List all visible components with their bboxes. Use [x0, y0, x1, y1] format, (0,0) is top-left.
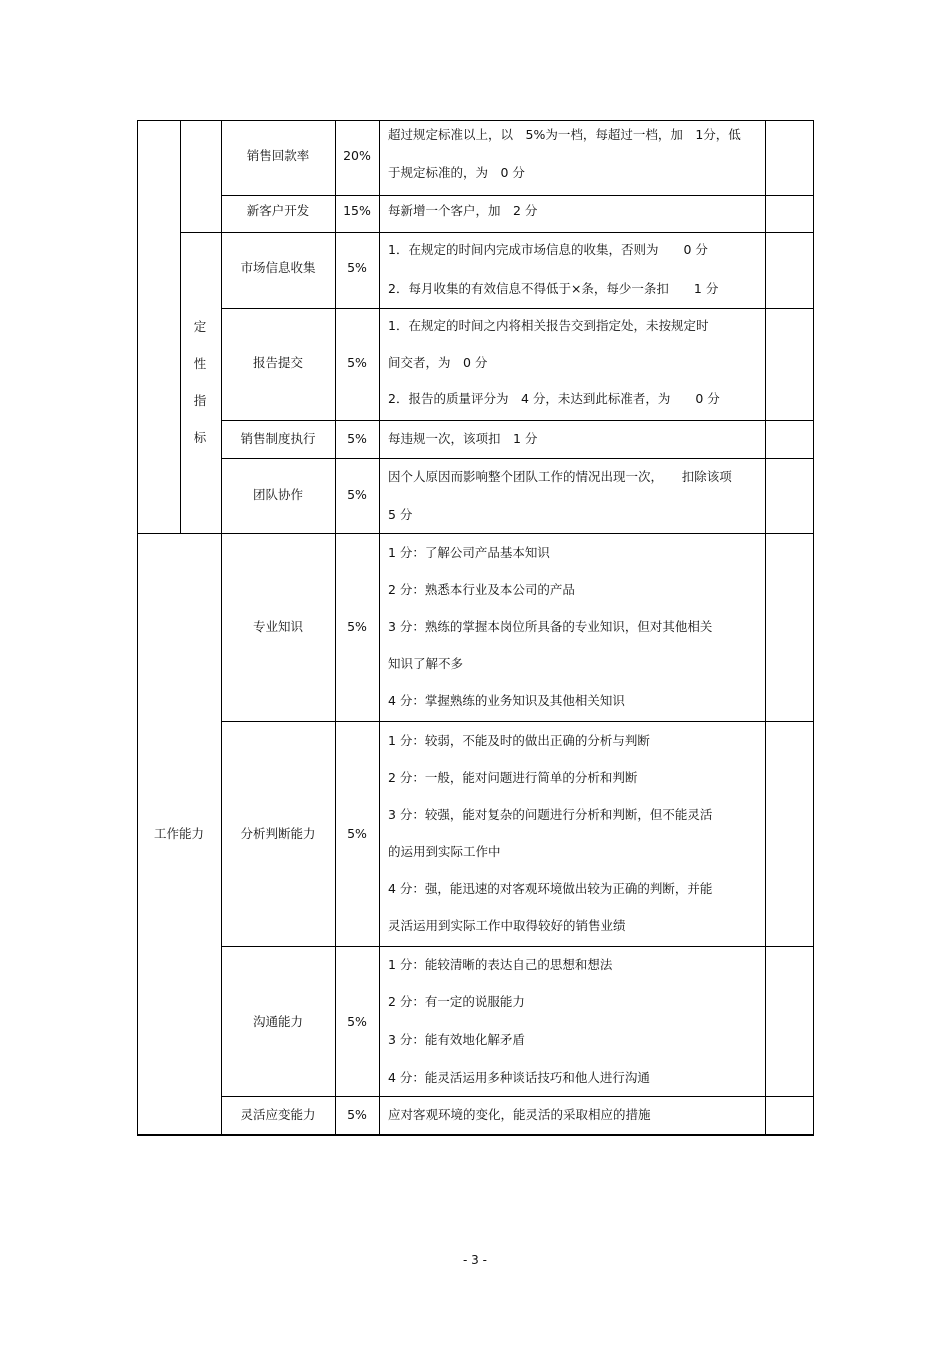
criteria-line: 每新增一个客户，加 2 分 — [388, 203, 538, 218]
criteria-line: 每违规一次，该项扣 1 分 — [388, 431, 538, 446]
criteria-line: 1 分：较弱，不能及时的做出正确的分析与判断 — [388, 733, 650, 748]
criteria-line: 1．在规定的时间之内将相关报告交到指定处，未按规定时 — [388, 318, 709, 333]
item-weight: 5% — [347, 1014, 367, 1029]
row-line — [221, 195, 813, 196]
criteria-line: 灵活运用到实际工作中取得较好的销售业绩 — [388, 918, 626, 933]
criteria-line: 3 分：能有效地化解矛盾 — [388, 1032, 525, 1047]
criteria-line: 于规定标准的，为 0 分 — [388, 165, 525, 180]
criteria-line: 2 分：一般，能对问题进行简单的分析和判断 — [388, 770, 638, 785]
criteria-line: 2．报告的质量评分为 4 分，未达到此标准者，为 0 分 — [388, 391, 720, 406]
item-weight: 5% — [347, 431, 367, 446]
item-weight: 5% — [347, 619, 367, 634]
row-line — [180, 232, 813, 233]
item-weight: 5% — [347, 260, 367, 275]
table-right-border — [813, 120, 814, 1136]
row-line — [221, 721, 813, 722]
criteria-line: 4 分：能灵活运用多种谈话技巧和他人进行沟通 — [388, 1070, 650, 1085]
item-name: 销售制度执行 — [240, 431, 316, 446]
row-line — [221, 458, 813, 459]
item-name: 市场信息收集 — [240, 260, 316, 275]
criteria-line: 1．在规定的时间内完成市场信息的收集，否则为 0 分 — [388, 242, 708, 257]
criteria-line: 2 分：熟悉本行业及本公司的产品 — [388, 582, 575, 597]
item-name: 销售回款率 — [246, 148, 310, 163]
criteria-line: 1 分：了解公司产品基本知识 — [388, 545, 550, 560]
criteria-line: 超过规定标准以上，以 5%为一档，每超过一档，加 1分，低 — [388, 127, 741, 142]
item-weight: 5% — [347, 487, 367, 502]
item-name: 沟通能力 — [252, 1014, 303, 1029]
row-line — [221, 1096, 813, 1097]
criteria-line: 3 分：熟练的掌握本岗位所具备的专业知识，但对其他相关 — [388, 619, 713, 634]
criteria-line: 因个人原因而影响整个团队工作的情况出现一次， 扣除该项 — [388, 469, 732, 484]
table-top-border — [137, 120, 814, 121]
criteria-line: 知识了解不多 — [388, 656, 464, 671]
col-line-score — [765, 120, 766, 1136]
item-weight: 15% — [343, 203, 371, 218]
criteria-line: 间交者，为 0 分 — [388, 355, 488, 370]
item-name: 报告提交 — [252, 355, 303, 370]
col-line-group — [180, 120, 181, 533]
item-weight: 5% — [347, 826, 367, 841]
page-number: - 3 - — [463, 1253, 487, 1267]
row-line — [221, 308, 813, 309]
table-left-border — [137, 120, 138, 1136]
item-name: 新客户开发 — [246, 203, 310, 218]
col-line-criteria — [379, 120, 380, 1136]
item-name: 分析判断能力 — [240, 826, 316, 841]
item-weight: 5% — [347, 355, 367, 370]
item-weight: 5% — [347, 1107, 367, 1122]
criteria-line: 5 分 — [388, 507, 413, 522]
criteria-line: 3 分：较强，能对复杂的问题进行分析和判断，但不能灵活 — [388, 807, 713, 822]
criteria-line: 应对客观环境的变化，能灵活的采取相应的措施 — [388, 1107, 651, 1122]
criteria-line: 的运用到实际工作中 — [388, 844, 501, 859]
group-label-qualitative: 定 性 指 标 — [193, 319, 207, 445]
group-label-work-ability: 工作能力 — [153, 826, 204, 841]
row-line — [137, 533, 813, 534]
criteria-line: 2 分：有一定的说服能力 — [388, 994, 525, 1009]
item-weight: 20% — [343, 148, 371, 163]
row-line — [221, 420, 813, 421]
criteria-line: 1 分：能较清晰的表达自己的思想和想法 — [388, 957, 613, 972]
criteria-line: 4 分：强，能迅速的对客观环境做出较为正确的判断，并能 — [388, 881, 713, 896]
item-name: 灵活应变能力 — [240, 1107, 316, 1122]
item-name: 团队协作 — [252, 487, 303, 502]
criteria-line: 4 分：掌握熟练的业务知识及其他相关知识 — [388, 693, 625, 708]
criteria-line: 2．每月收集的有效信息不得低于×条，每少一条扣 1 分 — [388, 281, 719, 296]
item-name: 专业知识 — [252, 619, 303, 634]
row-line — [221, 946, 813, 947]
table-bottom-border — [137, 1134, 814, 1136]
